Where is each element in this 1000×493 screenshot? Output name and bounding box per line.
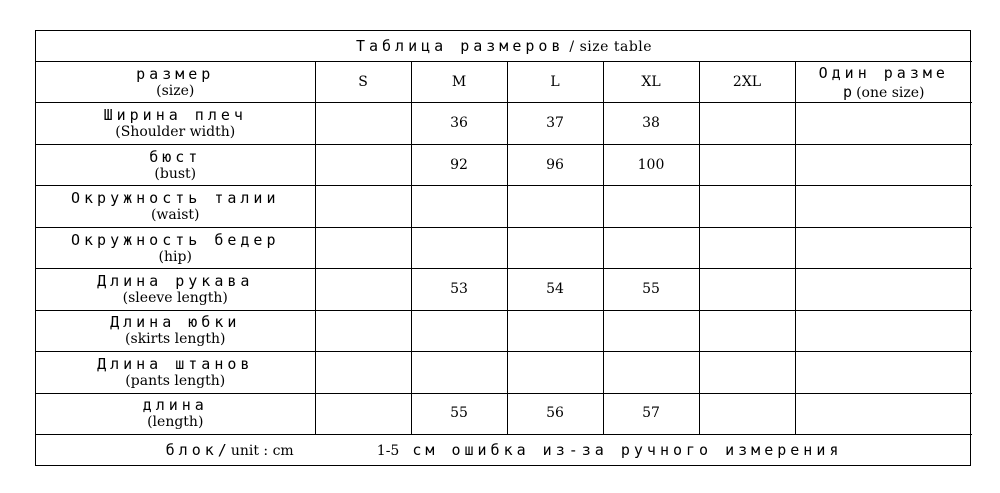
- cell-l: [507, 227, 603, 268]
- cell-m: 53: [411, 269, 507, 310]
- cell-2xl: [699, 186, 795, 227]
- row-label-english: (length): [147, 414, 204, 431]
- cell-s: [315, 186, 411, 227]
- one-size-russian-line1: Один разме: [818, 63, 949, 82]
- table-row: [36, 227, 972, 268]
- cell-l: 54: [507, 269, 603, 310]
- cell-s: [315, 310, 411, 351]
- cell-2xl: [699, 393, 795, 434]
- cell-one-size: [795, 103, 972, 144]
- row-label: [36, 269, 315, 310]
- cell-2xl: [699, 144, 795, 185]
- unit-russian: блок/: [165, 441, 231, 460]
- cell-2xl: [699, 103, 795, 144]
- row-label-russian: Окружность бедер: [71, 230, 280, 249]
- table-row: [36, 103, 972, 144]
- header-label-english: (size): [156, 82, 195, 99]
- row-label-russian: Длина юбки: [110, 313, 241, 332]
- cell-m: 36: [411, 103, 507, 144]
- cell-l: 96: [507, 144, 603, 185]
- row-label-english: (waist): [150, 207, 200, 224]
- row-label: [36, 393, 315, 434]
- cell-one-size: [795, 144, 972, 185]
- row-label: [36, 103, 315, 144]
- row-label: [36, 352, 315, 393]
- cell-xl: 100: [603, 144, 699, 185]
- cell-l: [507, 352, 603, 393]
- row-label-russian: Окружность талии: [71, 189, 280, 208]
- cell-m: 92: [411, 144, 507, 185]
- cell-xl: [603, 186, 699, 227]
- size-header-one-size: [795, 61, 972, 102]
- cell-l: 56: [507, 393, 603, 434]
- row-label-russian: длина: [142, 396, 208, 415]
- size-header-s: S: [315, 61, 411, 102]
- measurement-note-text: см ошибка из-за ручного измерения: [399, 441, 843, 460]
- cell-s: [315, 227, 411, 268]
- cell-2xl: [699, 227, 795, 268]
- one-size-russian-line2: р: [843, 82, 857, 101]
- row-label-russian: бюст: [149, 147, 202, 166]
- row-label-english: (hip): [158, 248, 192, 265]
- title-english: size table: [579, 39, 653, 56]
- cell-s: [315, 144, 411, 185]
- size-header-l: L: [507, 61, 603, 102]
- unit-english: unit : cm: [230, 443, 294, 460]
- size-header-xl: XL: [603, 61, 699, 102]
- cell-xl: 57: [603, 393, 699, 434]
- table-row: [36, 393, 972, 434]
- cell-2xl: [699, 269, 795, 310]
- cell-xl: [603, 227, 699, 268]
- row-label-english: (skirts length): [125, 331, 226, 348]
- row-label-english: (pants length): [125, 372, 226, 389]
- one-size-english: (one size): [856, 84, 925, 101]
- size-header-2xl: 2XL: [699, 61, 795, 102]
- size-table: [36, 31, 972, 465]
- title-russian: Таблица размеров: [355, 37, 565, 56]
- table-row: [36, 310, 972, 351]
- title-separator: /: [564, 39, 580, 56]
- cell-l: [507, 186, 603, 227]
- cell-one-size: [795, 186, 972, 227]
- cell-s: [315, 269, 411, 310]
- row-label: [36, 144, 315, 185]
- cell-one-size: [795, 227, 972, 268]
- table-row: [36, 186, 972, 227]
- row-label: [36, 227, 315, 268]
- row-label-russian: Ширина плеч: [103, 106, 247, 125]
- cell-l: [507, 310, 603, 351]
- header-row: [36, 61, 972, 102]
- cell-xl: [603, 310, 699, 351]
- header-label-russian: размер: [136, 64, 215, 83]
- title-row: [36, 31, 972, 61]
- cell-l: 37: [507, 103, 603, 144]
- cell-m: 55: [411, 393, 507, 434]
- cell-2xl: [699, 352, 795, 393]
- row-label: [36, 186, 315, 227]
- measurement-note: [377, 440, 843, 459]
- cell-m: [411, 352, 507, 393]
- size-chart: [35, 30, 971, 466]
- table-row: [36, 144, 972, 185]
- row-label-english: (bust): [154, 165, 197, 182]
- cell-xl: [603, 352, 699, 393]
- row-label-russian: Длина штанов: [97, 354, 254, 373]
- cell-s: [315, 393, 411, 434]
- measurement-note-range: 1-5: [376, 443, 400, 460]
- cell-m: [411, 227, 507, 268]
- header-label-cell: [36, 61, 315, 102]
- cell-2xl: [699, 310, 795, 351]
- row-label-english: (sleeve length): [122, 290, 228, 307]
- cell-s: [315, 352, 411, 393]
- cell-m: [411, 310, 507, 351]
- cell-one-size: [795, 310, 972, 351]
- cell-s: [315, 103, 411, 144]
- table-row: [36, 269, 972, 310]
- row-label-russian: Длина рукава: [97, 272, 254, 291]
- cell-one-size: [795, 269, 972, 310]
- cell-one-size: [795, 352, 972, 393]
- cell-m: [411, 186, 507, 227]
- table-footer: [36, 435, 972, 465]
- row-label: [36, 310, 315, 351]
- cell-xl: 38: [603, 103, 699, 144]
- cell-one-size: [795, 393, 972, 434]
- table-row: [36, 352, 972, 393]
- size-header-m: M: [411, 61, 507, 102]
- table-title: [36, 31, 972, 61]
- row-label-english: (Shoulder width): [115, 124, 236, 141]
- footer-row: [36, 435, 972, 465]
- cell-xl: 55: [603, 269, 699, 310]
